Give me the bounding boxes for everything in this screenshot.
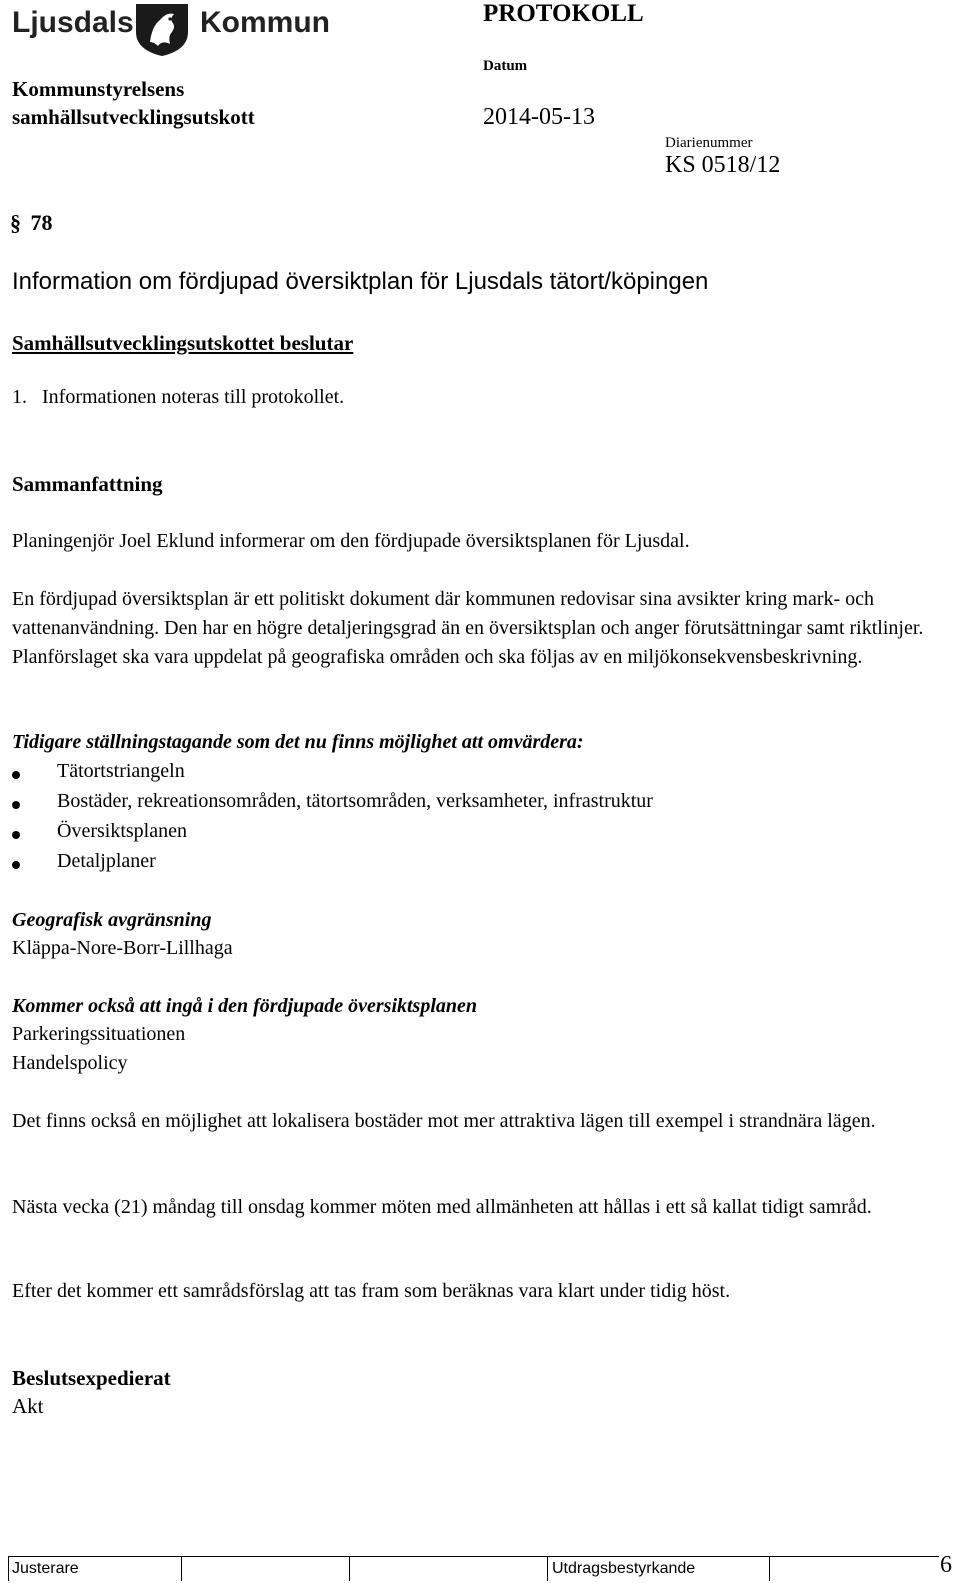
logo-text-kommun: Kommun	[200, 6, 330, 39]
list-item: Tätortstriangeln	[12, 760, 912, 790]
dispatch-heading: Beslutsexpedierat	[12, 1366, 171, 1390]
footer-divider	[547, 1557, 548, 1581]
justerare-label: Justerare	[12, 1560, 79, 1577]
footer-divider	[181, 1557, 182, 1581]
bullet-icon	[12, 771, 20, 779]
dispatch-value: Akt	[12, 1394, 44, 1418]
paragraph-number: 78	[30, 210, 53, 235]
decision-item: 1. Informationen noteras till protokollet.	[12, 386, 345, 408]
bullet-icon	[12, 831, 20, 839]
utdrag-label: Utdragsbestyrkande	[552, 1560, 696, 1577]
summary-paragraph-2: En fördjupad översiktsplan är ett politiskt dokument där kommunen redovisar sina avsikter kring mark- och vattenanvändning. Den har en högre detaljeringsgrad än en översiktsplan och anger förutsättningar samt riktlinjer. Planförslaget ska vara uppdelat på geografiska områden och ska följas av en miljökonsekvensbeskrivning.	[12, 588, 924, 668]
after-paragraph: Efter det kommer ett samrådsförslag att tas fram som beräknas vara klart under tidig höst.	[12, 1280, 731, 1302]
meetings-paragraph: Nästa vecka (21) måndag till onsdag kommer möten med allmänheten att hållas i ett så kallat tidigt samråd.	[12, 1196, 872, 1218]
list-item: Detaljplaner	[12, 850, 912, 880]
document-type: PROTOKOLL	[483, 0, 644, 27]
org-name-line2: samhällsutvecklingsutskott	[12, 105, 255, 129]
summary-paragraph-1: Planingenjör Joel Eklund informerar om den fördjupade översiktsplanen för Ljusdal.	[12, 530, 690, 552]
geographic-heading: Geografisk avgränsning	[12, 909, 212, 931]
org-name-line1: Kommunstyrelsens	[12, 77, 185, 101]
footer-table	[8, 1556, 939, 1581]
decision-heading: Samhällsutvecklingsutskottet beslutar	[12, 331, 354, 355]
earlier-positions-list	[12, 760, 912, 880]
municipal-crest-icon	[132, 2, 192, 58]
paragraph-heading	[10, 210, 53, 236]
bullet-icon	[12, 861, 20, 869]
earlier-positions-heading: Tidigare ställningstagande som det nu finns möjlighet att omvärdera:	[12, 731, 584, 753]
also-included-heading: Kommer också att ingå i den fördjupade översiktsplanen	[12, 995, 478, 1017]
housing-paragraph: Det finns också en möjlighet att lokalisera bostäder mot mer attraktiva lägen till exempel i strandnära lägen.	[12, 1110, 876, 1132]
diary-number-label: Diarienummer	[665, 135, 753, 151]
logo-text-ljusdals: Ljusdals	[12, 6, 134, 39]
date-label: Datum	[483, 58, 528, 74]
page-title: Information om fördjupad översiktplan för Ljusdals tätort/köpingen	[12, 268, 709, 295]
footer-divider	[769, 1557, 770, 1581]
list-item: Bostäder, rekreationsområden, tätortsområden, verksamheter, infrastruktur	[12, 790, 912, 820]
footer-divider	[349, 1557, 350, 1581]
also-included-item-2: Handelspolicy	[12, 1052, 128, 1074]
date-value: 2014-05-13	[483, 104, 595, 130]
section-sign-icon: §	[10, 210, 21, 235]
list-item: Översiktsplanen	[12, 820, 912, 850]
page-number: 6	[940, 1552, 952, 1578]
diary-number-value: KS 0518/12	[665, 152, 781, 178]
summary-heading: Sammanfattning	[12, 472, 163, 496]
also-included-item-1: Parkeringssituationen	[12, 1023, 186, 1045]
bullet-icon	[12, 801, 20, 809]
geographic-value: Kläppa-Nore-Borr-Lillhaga	[12, 937, 233, 959]
